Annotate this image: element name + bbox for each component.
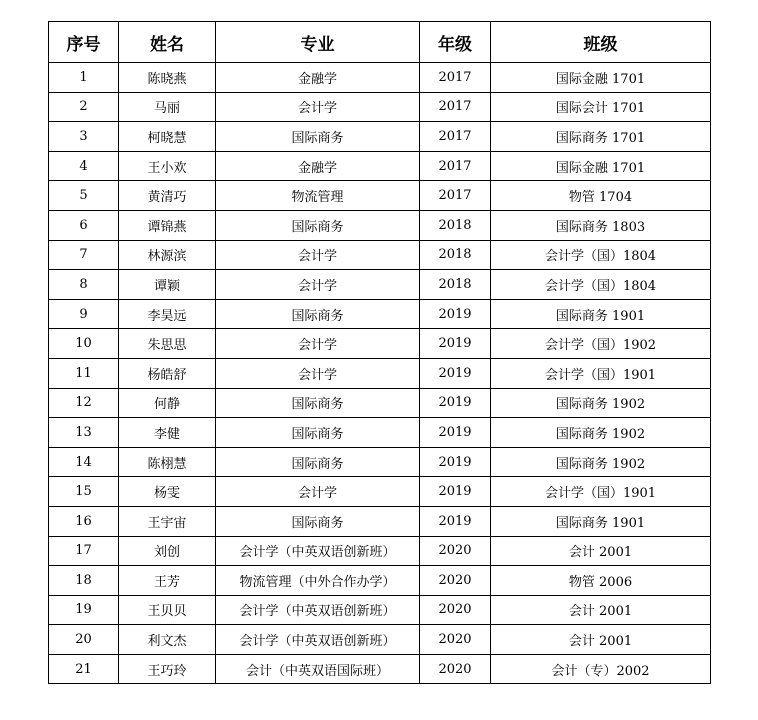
cell-grade: 2018 <box>420 240 491 270</box>
cell-name: 马丽 <box>119 92 216 122</box>
table-row <box>49 418 711 448</box>
table-row <box>49 270 711 300</box>
cell-major: 会计学（中英双语创新班） <box>216 595 420 625</box>
cell-grade: 2020 <box>420 625 491 655</box>
table-row <box>49 299 711 329</box>
cell-major: 国际商务 <box>216 447 420 477</box>
cell-name: 黄清巧 <box>119 181 216 211</box>
cell-grade: 2020 <box>420 566 491 596</box>
cell-class: 会计学（国）1901 <box>491 477 711 507</box>
cell-index: 6 <box>49 210 119 240</box>
cell-index: 10 <box>49 329 119 359</box>
cell-major: 会计学（中英双语创新班） <box>216 536 420 566</box>
cell-class: 会计 2001 <box>491 595 711 625</box>
cell-index: 15 <box>49 477 119 507</box>
header-index: 序号 <box>49 22 119 63</box>
cell-name: 陈栩慧 <box>119 447 216 477</box>
cell-index: 13 <box>49 418 119 448</box>
cell-grade: 2019 <box>420 388 491 418</box>
cell-grade: 2019 <box>420 358 491 388</box>
cell-grade: 2017 <box>420 151 491 181</box>
cell-major: 会计学 <box>216 240 420 270</box>
cell-class: 会计 2001 <box>491 536 711 566</box>
cell-index: 4 <box>49 151 119 181</box>
cell-class: 会计学（国）1804 <box>491 270 711 300</box>
cell-grade: 2019 <box>420 447 491 477</box>
cell-index: 9 <box>49 299 119 329</box>
cell-index: 19 <box>49 595 119 625</box>
table-row <box>49 358 711 388</box>
table-row <box>49 63 711 93</box>
cell-class: 国际商务 1902 <box>491 447 711 477</box>
table-row <box>49 566 711 596</box>
cell-class: 国际商务 1902 <box>491 388 711 418</box>
cell-index: 7 <box>49 240 119 270</box>
cell-major: 国际商务 <box>216 122 420 152</box>
student-roster-table <box>48 21 711 684</box>
cell-index: 3 <box>49 122 119 152</box>
cell-major: 国际商务 <box>216 418 420 448</box>
cell-class: 国际商务 1901 <box>491 299 711 329</box>
cell-grade: 2017 <box>420 122 491 152</box>
cell-name: 柯晓慧 <box>119 122 216 152</box>
cell-name: 李昊远 <box>119 299 216 329</box>
cell-major: 会计学 <box>216 329 420 359</box>
cell-name: 王巧玲 <box>119 654 216 684</box>
cell-major: 金融学 <box>216 151 420 181</box>
header-class: 班级 <box>491 22 711 63</box>
table-row <box>49 536 711 566</box>
cell-major: 物流管理 <box>216 181 420 211</box>
cell-index: 18 <box>49 566 119 596</box>
cell-name: 谭颖 <box>119 270 216 300</box>
cell-class: 物管 2006 <box>491 566 711 596</box>
cell-name: 刘创 <box>119 536 216 566</box>
cell-index: 2 <box>49 92 119 122</box>
cell-grade: 2019 <box>420 418 491 448</box>
cell-grade: 2019 <box>420 506 491 536</box>
cell-major: 国际商务 <box>216 210 420 240</box>
cell-class: 会计学（国）1901 <box>491 358 711 388</box>
header-major: 专业 <box>216 22 420 63</box>
cell-class: 国际金融 1701 <box>491 63 711 93</box>
cell-name: 王小欢 <box>119 151 216 181</box>
cell-name: 何静 <box>119 388 216 418</box>
cell-class: 国际商务 1901 <box>491 506 711 536</box>
cell-grade: 2018 <box>420 210 491 240</box>
cell-grade: 2018 <box>420 270 491 300</box>
cell-class: 会计（专）2002 <box>491 654 711 684</box>
cell-index: 17 <box>49 536 119 566</box>
cell-major: 国际商务 <box>216 299 420 329</box>
cell-major: 会计学 <box>216 477 420 507</box>
cell-major: 会计学 <box>216 270 420 300</box>
table-row <box>49 447 711 477</box>
table-row <box>49 595 711 625</box>
cell-index: 14 <box>49 447 119 477</box>
cell-class: 国际金融 1701 <box>491 151 711 181</box>
cell-class: 物管 1704 <box>491 181 711 211</box>
table-row <box>49 151 711 181</box>
cell-name: 王芳 <box>119 566 216 596</box>
table-header-row <box>49 22 711 63</box>
cell-grade: 2017 <box>420 181 491 211</box>
cell-index: 11 <box>49 358 119 388</box>
cell-class: 国际商务 1902 <box>491 418 711 448</box>
cell-class: 会计学（国）1902 <box>491 329 711 359</box>
cell-name: 朱思思 <box>119 329 216 359</box>
cell-grade: 2020 <box>420 654 491 684</box>
cell-major: 会计（中英双语国际班） <box>216 654 420 684</box>
cell-class: 国际会计 1701 <box>491 92 711 122</box>
cell-major: 物流管理（中外合作办学） <box>216 566 420 596</box>
header-name: 姓名 <box>119 22 216 63</box>
cell-index: 16 <box>49 506 119 536</box>
header-grade: 年级 <box>420 22 491 63</box>
cell-class: 国际商务 1803 <box>491 210 711 240</box>
cell-name: 利文杰 <box>119 625 216 655</box>
cell-major: 会计学 <box>216 358 420 388</box>
cell-grade: 2020 <box>420 595 491 625</box>
cell-name: 李健 <box>119 418 216 448</box>
table-row <box>49 625 711 655</box>
cell-major: 金融学 <box>216 63 420 93</box>
cell-major: 国际商务 <box>216 506 420 536</box>
table-row <box>49 92 711 122</box>
cell-index: 5 <box>49 181 119 211</box>
cell-name: 杨雯 <box>119 477 216 507</box>
cell-class: 会计 2001 <box>491 625 711 655</box>
cell-major: 国际商务 <box>216 388 420 418</box>
table-row <box>49 240 711 270</box>
cell-grade: 2019 <box>420 299 491 329</box>
cell-name: 陈晓燕 <box>119 63 216 93</box>
table-row <box>49 210 711 240</box>
table-row <box>49 506 711 536</box>
table-row <box>49 181 711 211</box>
table-row <box>49 388 711 418</box>
cell-name: 王宇宙 <box>119 506 216 536</box>
cell-index: 1 <box>49 63 119 93</box>
cell-index: 8 <box>49 270 119 300</box>
cell-class: 会计学（国）1804 <box>491 240 711 270</box>
cell-name: 谭锦燕 <box>119 210 216 240</box>
cell-index: 21 <box>49 654 119 684</box>
cell-major: 会计学（中英双语创新班） <box>216 625 420 655</box>
table-row <box>49 477 711 507</box>
table-row <box>49 329 711 359</box>
cell-grade: 2020 <box>420 536 491 566</box>
cell-major: 会计学 <box>216 92 420 122</box>
cell-index: 20 <box>49 625 119 655</box>
table-row <box>49 122 711 152</box>
cell-grade: 2017 <box>420 92 491 122</box>
table-row <box>49 654 711 684</box>
cell-name: 林源滨 <box>119 240 216 270</box>
cell-grade: 2017 <box>420 63 491 93</box>
cell-name: 王贝贝 <box>119 595 216 625</box>
cell-grade: 2019 <box>420 329 491 359</box>
cell-name: 杨皓舒 <box>119 358 216 388</box>
cell-class: 国际商务 1701 <box>491 122 711 152</box>
cell-grade: 2019 <box>420 477 491 507</box>
table-body <box>49 63 711 684</box>
cell-index: 12 <box>49 388 119 418</box>
